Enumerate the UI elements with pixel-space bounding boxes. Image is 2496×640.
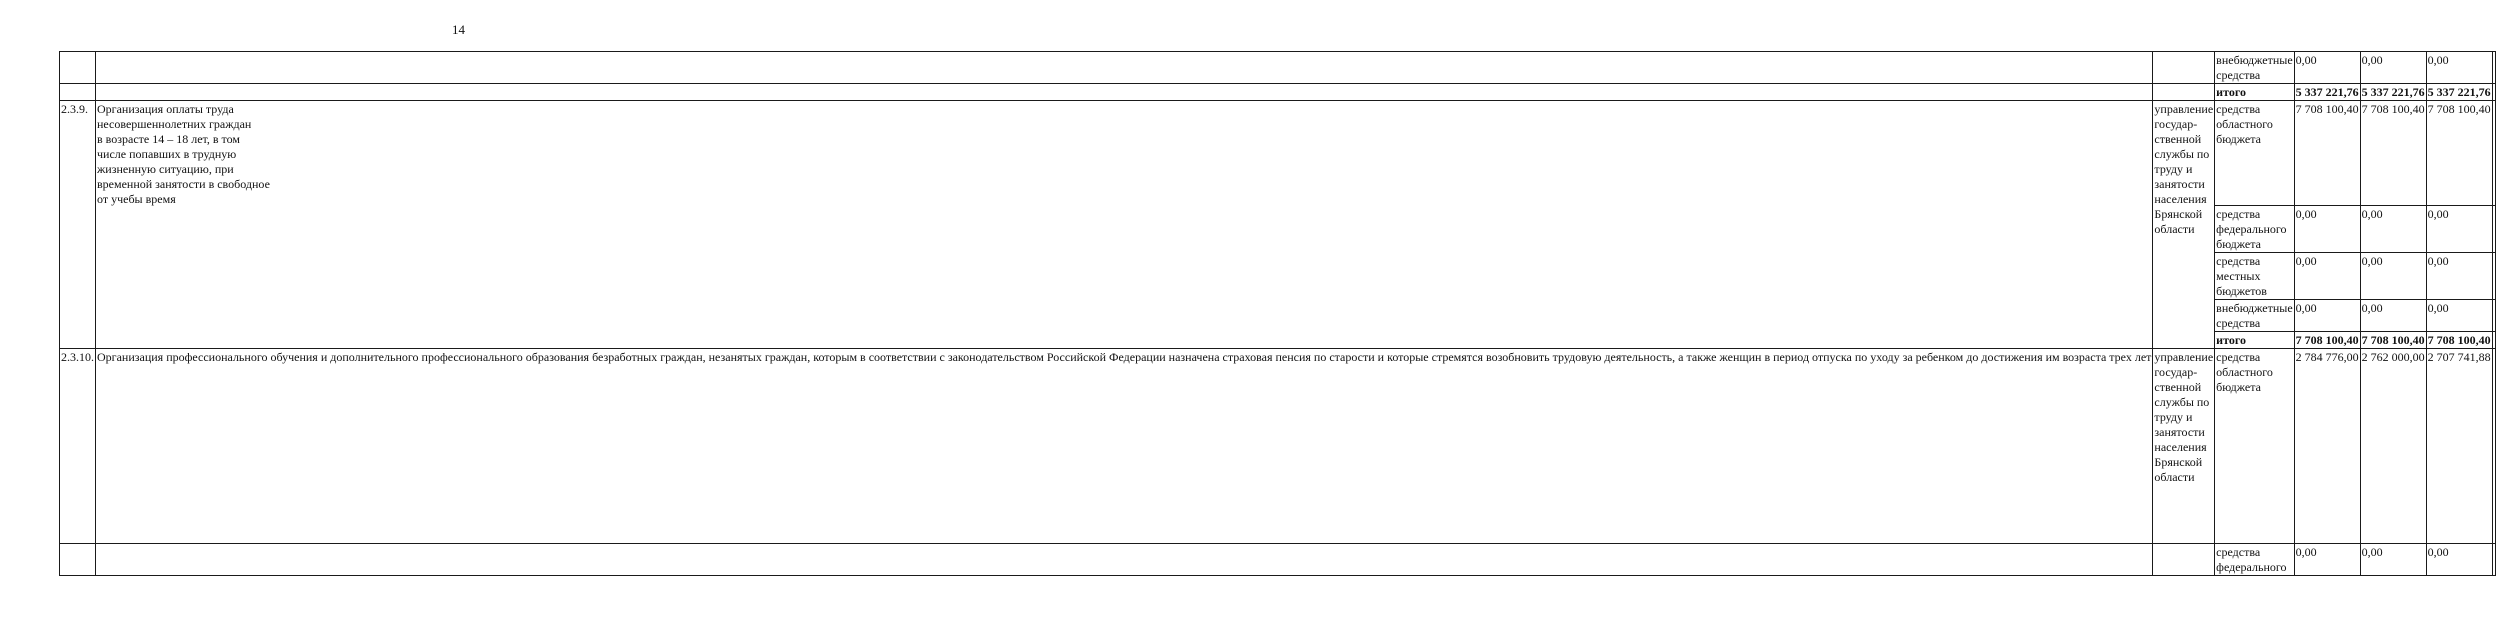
value-year2-cell: 0,00 bbox=[2360, 52, 2426, 84]
funding-source-cell: средства областного бюджета bbox=[2215, 349, 2295, 544]
total-row bbox=[60, 84, 2496, 101]
extra-cell bbox=[2492, 544, 2495, 576]
funding-source-cell: средства областного бюджета bbox=[2215, 101, 2295, 206]
num-cell bbox=[60, 544, 96, 576]
num-cell bbox=[60, 84, 96, 101]
value-year1-cell: 0,00 bbox=[2294, 544, 2360, 576]
funding-source-cell: внебюджетные средства bbox=[2216, 53, 2293, 82]
extra-cell bbox=[2492, 52, 2495, 84]
total-year1: 5 337 221,76 bbox=[2295, 85, 2359, 99]
value-year3-cell: 0,00 bbox=[2426, 300, 2492, 332]
total-year2: 7 708 100,40 bbox=[2361, 333, 2425, 347]
name-cell bbox=[96, 84, 2153, 101]
item-description: Организация оплаты труда несовершеннолетних граждан в возрасте 14 – 18 лет, в том числе попавших в трудную жизненную ситуацию, при временной занятости в свободное от учебы время bbox=[96, 101, 2153, 349]
extra-cell bbox=[2492, 253, 2495, 300]
page-number: 14 bbox=[452, 22, 465, 37]
value-year1-cell: 2 784 776,00 bbox=[2294, 349, 2360, 544]
extra-cell bbox=[2492, 300, 2495, 332]
funding-source-cell: внебюджетные средства bbox=[2216, 301, 2293, 330]
executor-cell bbox=[2153, 544, 2215, 576]
executor-cell bbox=[2153, 84, 2215, 101]
value-year1-cell: 0,00 bbox=[2294, 206, 2360, 253]
value-year2-cell: 0,00 bbox=[2360, 253, 2426, 300]
value-year2-cell: 0,00 bbox=[2360, 544, 2426, 576]
total-year2: 5 337 221,76 bbox=[2361, 85, 2425, 99]
total-year1: 7 708 100,40 bbox=[2295, 333, 2359, 347]
value-year1-cell: 7 708 100,40 bbox=[2294, 101, 2360, 206]
extra-cell bbox=[2492, 84, 2495, 101]
item-number: 2.3.10. bbox=[60, 349, 96, 544]
table-row bbox=[60, 544, 2496, 576]
table-row bbox=[60, 101, 2496, 206]
num-cell bbox=[60, 52, 96, 84]
value-year1-cell: 0,00 bbox=[2294, 300, 2360, 332]
item-number: 2.3.9. bbox=[60, 101, 96, 349]
value-year3-cell: 7 708 100,40 bbox=[2426, 101, 2492, 206]
value-year2-cell: 7 708 100,40 bbox=[2360, 101, 2426, 206]
table-row bbox=[60, 349, 2496, 544]
value-year2-cell: 0,00 bbox=[2360, 206, 2426, 253]
name-cell bbox=[96, 544, 2153, 576]
value-year2-cell: 2 762 000,00 bbox=[2360, 349, 2426, 544]
funding-source-cell: средства федерального бюджета bbox=[2215, 206, 2295, 253]
value-year3-cell: 2 707 741,88 bbox=[2426, 349, 2492, 544]
extra-cell bbox=[2492, 349, 2495, 544]
extra-cell bbox=[2492, 332, 2495, 349]
value-year2-cell: 0,00 bbox=[2360, 300, 2426, 332]
total-year3: 5 337 221,76 bbox=[2427, 85, 2491, 99]
value-year3-cell: 0,00 bbox=[2426, 206, 2492, 253]
table-row bbox=[60, 52, 2496, 84]
total-year3: 7 708 100,40 bbox=[2427, 333, 2491, 347]
value-year1-cell: 0,00 bbox=[2294, 52, 2360, 84]
name-cell bbox=[96, 52, 2153, 84]
extra-cell bbox=[2492, 206, 2495, 253]
item-description: Организация профессионального обучения и дополнительного профессионального образования безработных граждан, незанятых граждан, которым в соответствии с законодательством Российской Федерации назначена страховая пенсия по старости и которые стремятся возобновить трудовую деятельность, а также женщин в период отпуска по уходу за ребенком до достижения им возраста трех лет bbox=[96, 349, 2153, 544]
executor-cell bbox=[2153, 52, 2215, 84]
item-executor: управление государ- ственной службы по труду и занятости населения Брянской области bbox=[2153, 349, 2215, 544]
funding-source-cell: средства федерального bbox=[2215, 544, 2295, 576]
total-label: итого bbox=[2215, 84, 2295, 101]
value-year3-cell: 0,00 bbox=[2426, 52, 2492, 84]
value-year1-cell: 0,00 bbox=[2294, 253, 2360, 300]
total-label: итого bbox=[2215, 332, 2295, 349]
item-executor: управление государ- ственной службы по труду и занятости населения Брянской области bbox=[2153, 101, 2215, 349]
funding-source-cell: средства местных бюджетов bbox=[2215, 253, 2295, 300]
program-table bbox=[59, 51, 2496, 576]
value-year3-cell: 0,00 bbox=[2426, 544, 2492, 576]
value-year3-cell: 0,00 bbox=[2426, 253, 2492, 300]
extra-cell bbox=[2492, 101, 2495, 206]
